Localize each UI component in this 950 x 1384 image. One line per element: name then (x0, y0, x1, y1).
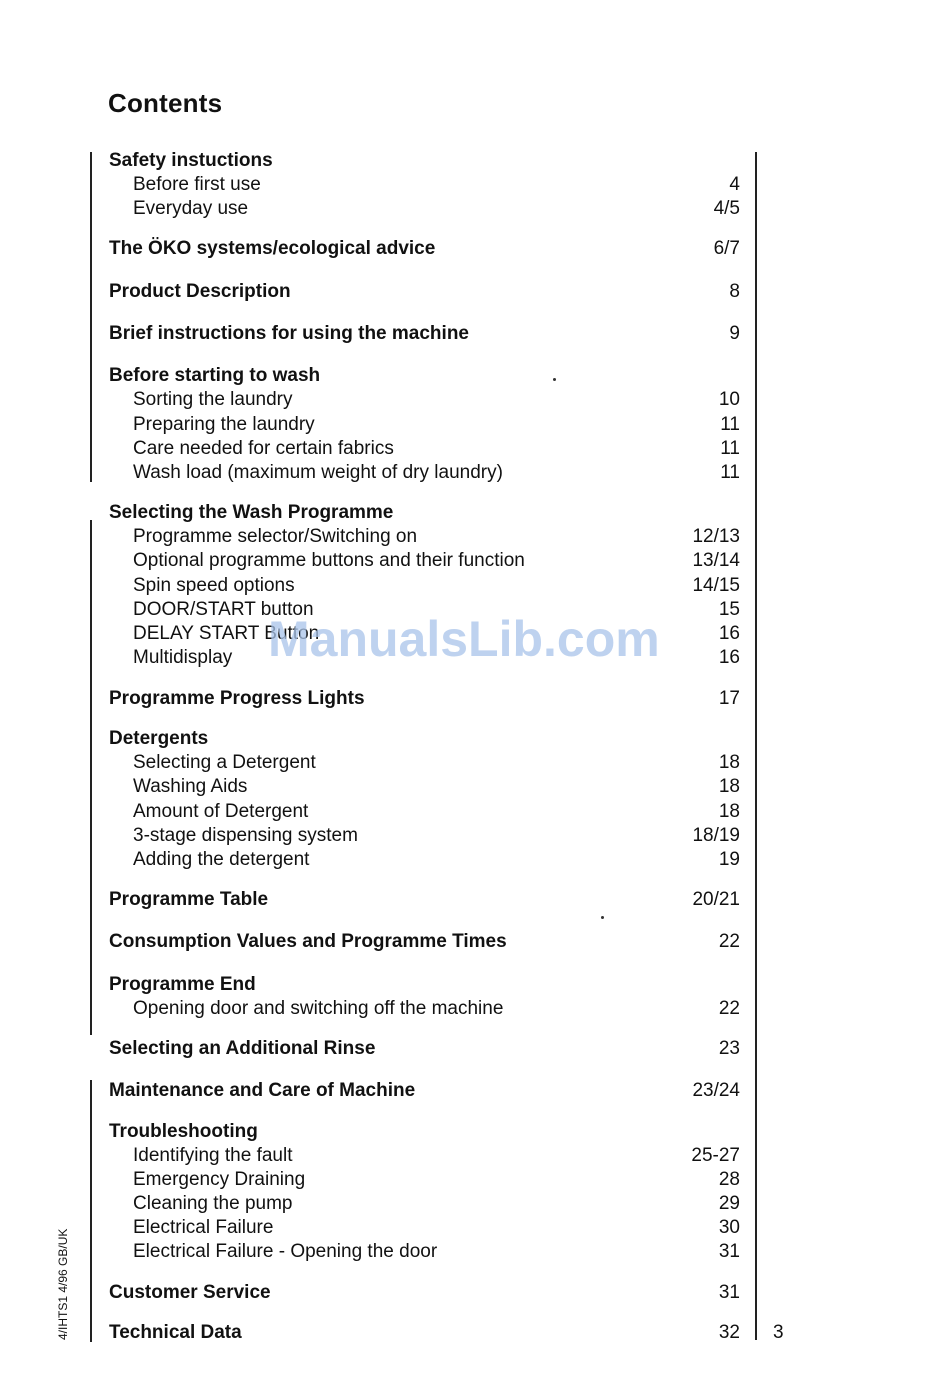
toc-entry-label: Electrical Failure - Opening the door (133, 1241, 438, 1262)
toc-heading (0, 281, 950, 307)
toc-subentry (0, 198, 950, 224)
toc-subentry (0, 550, 950, 576)
toc-entry-page: 11 (720, 462, 740, 483)
toc-heading (0, 238, 950, 264)
toc-heading (0, 688, 950, 714)
toc-subentry (0, 174, 950, 200)
toc-entry-label: Technical Data (109, 1322, 242, 1343)
toc-entry-label: DOOR/START button (133, 599, 314, 620)
toc-subentry (0, 414, 950, 440)
toc-entry-page: 16 (718, 647, 740, 668)
toc-entry-page: 6/7 (713, 238, 740, 259)
toc-entry-label: Care needed for certain fabrics (133, 438, 394, 459)
toc-heading (0, 1322, 950, 1348)
margin-bar (90, 520, 92, 1035)
toc-entry-page: 4 (729, 174, 740, 195)
toc-entry-page: 19 (718, 849, 740, 870)
toc-entry-page: 16 (718, 623, 740, 644)
toc-heading (0, 1282, 950, 1308)
toc-entry-page: 23/24 (692, 1080, 740, 1101)
toc-entry-page: 30 (718, 1217, 740, 1238)
toc-entry-page: 23 (718, 1038, 740, 1059)
toc-entry-label: Programme selector/Switching on (133, 526, 418, 547)
margin-bar (90, 1080, 92, 1342)
toc-entry-page: 22 (718, 931, 740, 952)
toc-heading (0, 1080, 950, 1106)
toc-entry-page: 12/13 (692, 526, 740, 547)
toc-entry-label: Spin speed options (133, 575, 295, 596)
toc-entry-label: Preparing the laundry (133, 414, 315, 435)
toc-entry-label: 3-stage dispensing system (133, 825, 358, 846)
toc-entry-label: Sorting the laundry (133, 389, 293, 410)
toc-subentry (0, 438, 950, 464)
toc-entry-page: 10 (718, 389, 740, 410)
toc-entry-label: Amount of Detergent (133, 801, 309, 822)
toc-entry-label: Safety instuctions (109, 150, 273, 171)
toc-entry-page: 18 (718, 752, 740, 773)
toc-entry-label: Emergency Draining (133, 1169, 306, 1190)
toc-entry-page: 17 (718, 688, 740, 709)
toc-subentry (0, 998, 950, 1024)
toc-entry-page: 28 (718, 1169, 740, 1190)
toc-subentry (0, 776, 950, 802)
toc-subentry (0, 1193, 950, 1219)
toc-entry-page: 9 (729, 323, 740, 344)
toc-entry-label: Selecting a Detergent (133, 752, 316, 773)
right-margin-line (755, 152, 757, 1340)
toc-entry-label: Everyday use (133, 198, 249, 219)
toc-heading (0, 974, 950, 1000)
toc-subentry (0, 389, 950, 415)
toc-heading (0, 323, 950, 349)
page-title: Contents (108, 88, 223, 118)
toc-entry-label: Programme Progress Lights (109, 688, 365, 709)
toc-heading (0, 1038, 950, 1064)
toc-entry-page: 29 (718, 1193, 740, 1214)
toc-entry-label: Programme Table (109, 889, 269, 910)
document-code: 4/IHTS1 4/96 GB/UK (56, 1228, 70, 1340)
toc-entry-page: 14/15 (692, 575, 740, 596)
toc-entry-page: 31 (718, 1241, 740, 1262)
toc-entry-label: Selecting an Additional Rinse (109, 1038, 376, 1059)
toc-entry-label: Before starting to wash (109, 365, 321, 386)
toc-subentry (0, 849, 950, 875)
toc-heading (0, 1121, 950, 1147)
toc-entry-page: 13/14 (692, 550, 740, 571)
toc-entry-label: Product Description (109, 281, 291, 302)
toc-entry-label: Electrical Failure (133, 1217, 274, 1238)
toc-entry-label: Customer Service (109, 1282, 271, 1303)
toc-heading (0, 502, 950, 528)
toc-entry-page: 20/21 (692, 889, 740, 910)
page-number: 3 (773, 1322, 784, 1343)
toc-subentry (0, 1169, 950, 1195)
watermark: ManualsLib.com (268, 611, 660, 667)
margin-bar (90, 152, 92, 482)
toc-heading (0, 365, 950, 391)
toc-entry-label: Washing Aids (133, 776, 248, 797)
toc-entry-page: 11 (720, 438, 740, 459)
toc-entry-page: 18/19 (692, 825, 740, 846)
toc-entry-page: 15 (718, 599, 740, 620)
toc-entry-label: Before first use (133, 174, 261, 195)
toc-entry-page: 18 (718, 776, 740, 797)
toc-entry-page: 8 (729, 281, 740, 302)
toc-subentry (0, 526, 950, 552)
toc-entry-label: Programme End (109, 974, 256, 995)
scan-speck (601, 916, 604, 919)
toc-heading (0, 728, 950, 754)
toc-entry-label: Adding the detergent (133, 849, 310, 870)
toc-entry-label: Selecting the Wash Programme (109, 502, 394, 523)
toc-entry-label: Consumption Values and Programme Times (109, 931, 507, 952)
toc-entry-label: Brief instructions for using the machine (109, 323, 469, 344)
toc-entry-page: 25-27 (691, 1145, 740, 1166)
toc-entry-page: 22 (718, 998, 740, 1019)
toc-entry-label: The ÖKO systems/ecological advice (109, 238, 436, 259)
toc-subentry (0, 825, 950, 851)
toc-heading (0, 931, 950, 957)
toc-entry-page: 11 (720, 414, 740, 435)
toc-subentry (0, 1145, 950, 1171)
toc-subentry (0, 1217, 950, 1243)
toc-entry-page: 32 (718, 1322, 740, 1343)
toc-entry-label: Opening door and switching off the machine (133, 998, 504, 1019)
toc-entry-label: Optional programme buttons and their function (133, 550, 525, 571)
toc-entry-label: Maintenance and Care of Machine (109, 1080, 416, 1101)
scan-speck (553, 378, 556, 381)
toc-entry-label: Multidisplay (133, 647, 233, 668)
toc-heading (0, 889, 950, 915)
toc-subentry (0, 752, 950, 778)
toc-subentry (0, 1241, 950, 1267)
toc-subentry (0, 462, 950, 488)
toc-entry-label: DELAY START Button (133, 623, 320, 644)
toc-entry-page: 18 (718, 801, 740, 822)
toc-entry-label: Wash load (maximum weight of dry laundry) (133, 462, 503, 483)
toc-subentry (0, 575, 950, 601)
toc-entry-page: 4/5 (713, 198, 740, 219)
toc-entry-label: Troubleshooting (109, 1121, 258, 1142)
toc-subentry (0, 801, 950, 827)
toc-entry-label: Cleaning the pump (133, 1193, 293, 1214)
toc-heading (0, 150, 950, 176)
toc-entry-page: 31 (718, 1282, 740, 1303)
toc-entry-label: Identifying the fault (133, 1145, 293, 1166)
toc-entry-label: Detergents (109, 728, 209, 749)
